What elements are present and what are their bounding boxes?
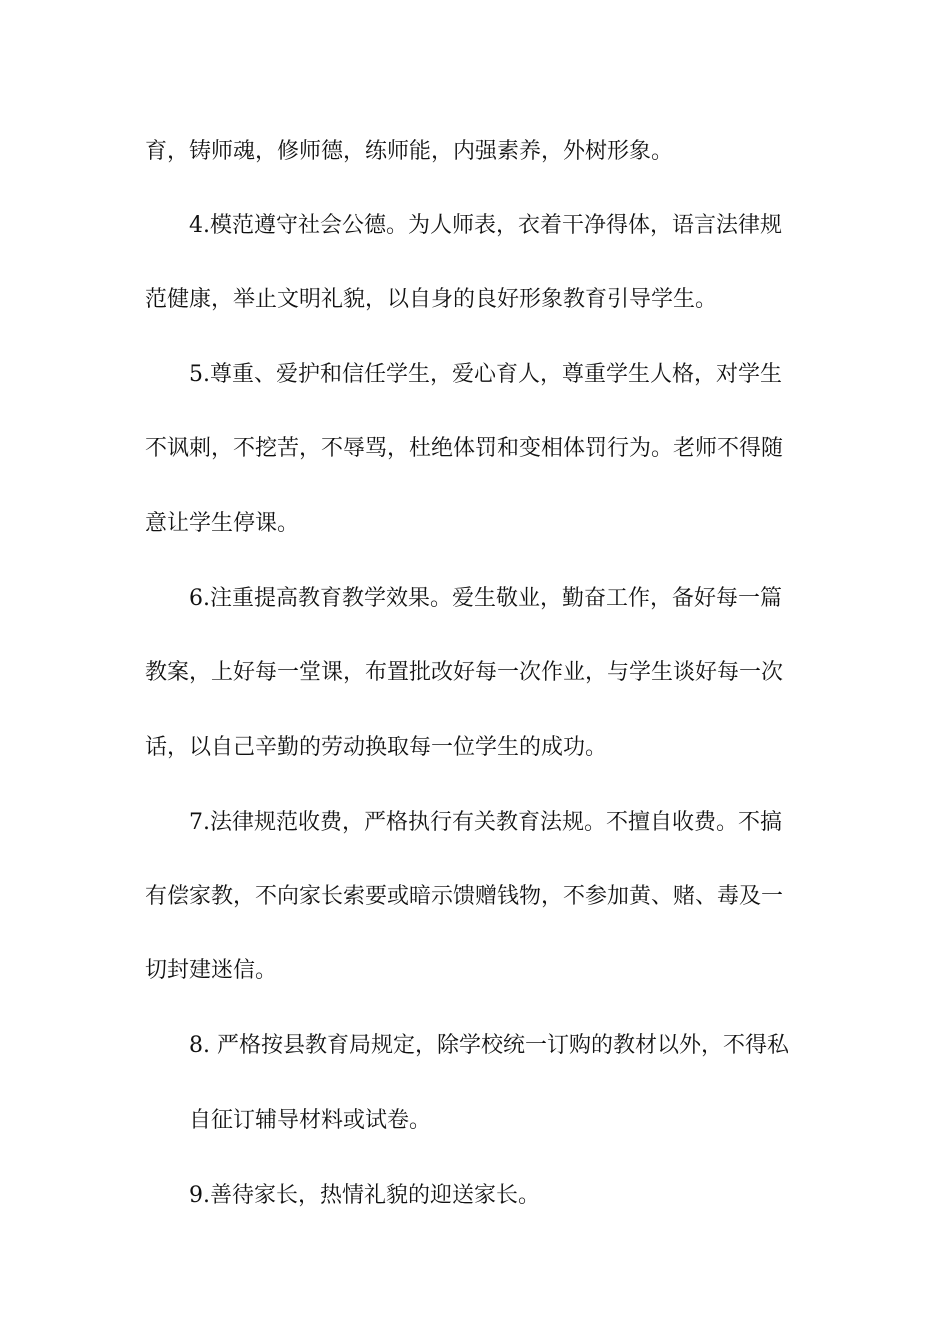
text-line: 话，以自己辛勤的劳动换取每一位学生的成功。 xyxy=(145,735,608,760)
text-line: 范健康，举止文明礼貌，以自身的良好形象教育引导学生。 xyxy=(145,287,718,312)
text-line: 7.法律规范收费，严格执行有关教育法规。不擅自收费。不搞 xyxy=(189,810,782,835)
text-line: 4.模范遵守社会公德。为人师表，衣着干净得体，语言法律规 xyxy=(189,213,782,238)
text-line: 5.尊重、爱护和信任学生，爱心育人，尊重学生人格，对学生 xyxy=(189,362,782,387)
text-line: 8. 严格按县教育局规定，除学校统一订购的教材以外，不得私 xyxy=(189,1033,789,1058)
text-line: 切封建迷信。 xyxy=(145,958,278,983)
text-line: 自征订辅导材料或试卷。 xyxy=(189,1108,432,1133)
text-line: 9.善待家长，热情礼貌的迎送家长。 xyxy=(189,1183,540,1208)
text-line: 教案，上好每一堂课，布置批改好每一次作业，与学生谈好每一次 xyxy=(145,660,784,685)
text-line: 不讽刺，不挖苦，不辱骂，杜绝体罚和变相体罚行为。老师不得随 xyxy=(145,436,784,461)
text-line: 6.注重提高教育教学效果。爱生敬业，勤奋工作，备好每一篇 xyxy=(189,586,782,611)
text-line: 育，铸师魂，修师德，练师能，内强素养，外树形象。 xyxy=(145,139,674,164)
text-line: 有偿家教，不向家长索要或暗示馈赠钱物，不参加黄、赌、毒及一 xyxy=(145,884,784,909)
text-line: 意让学生停课。 xyxy=(145,511,300,536)
